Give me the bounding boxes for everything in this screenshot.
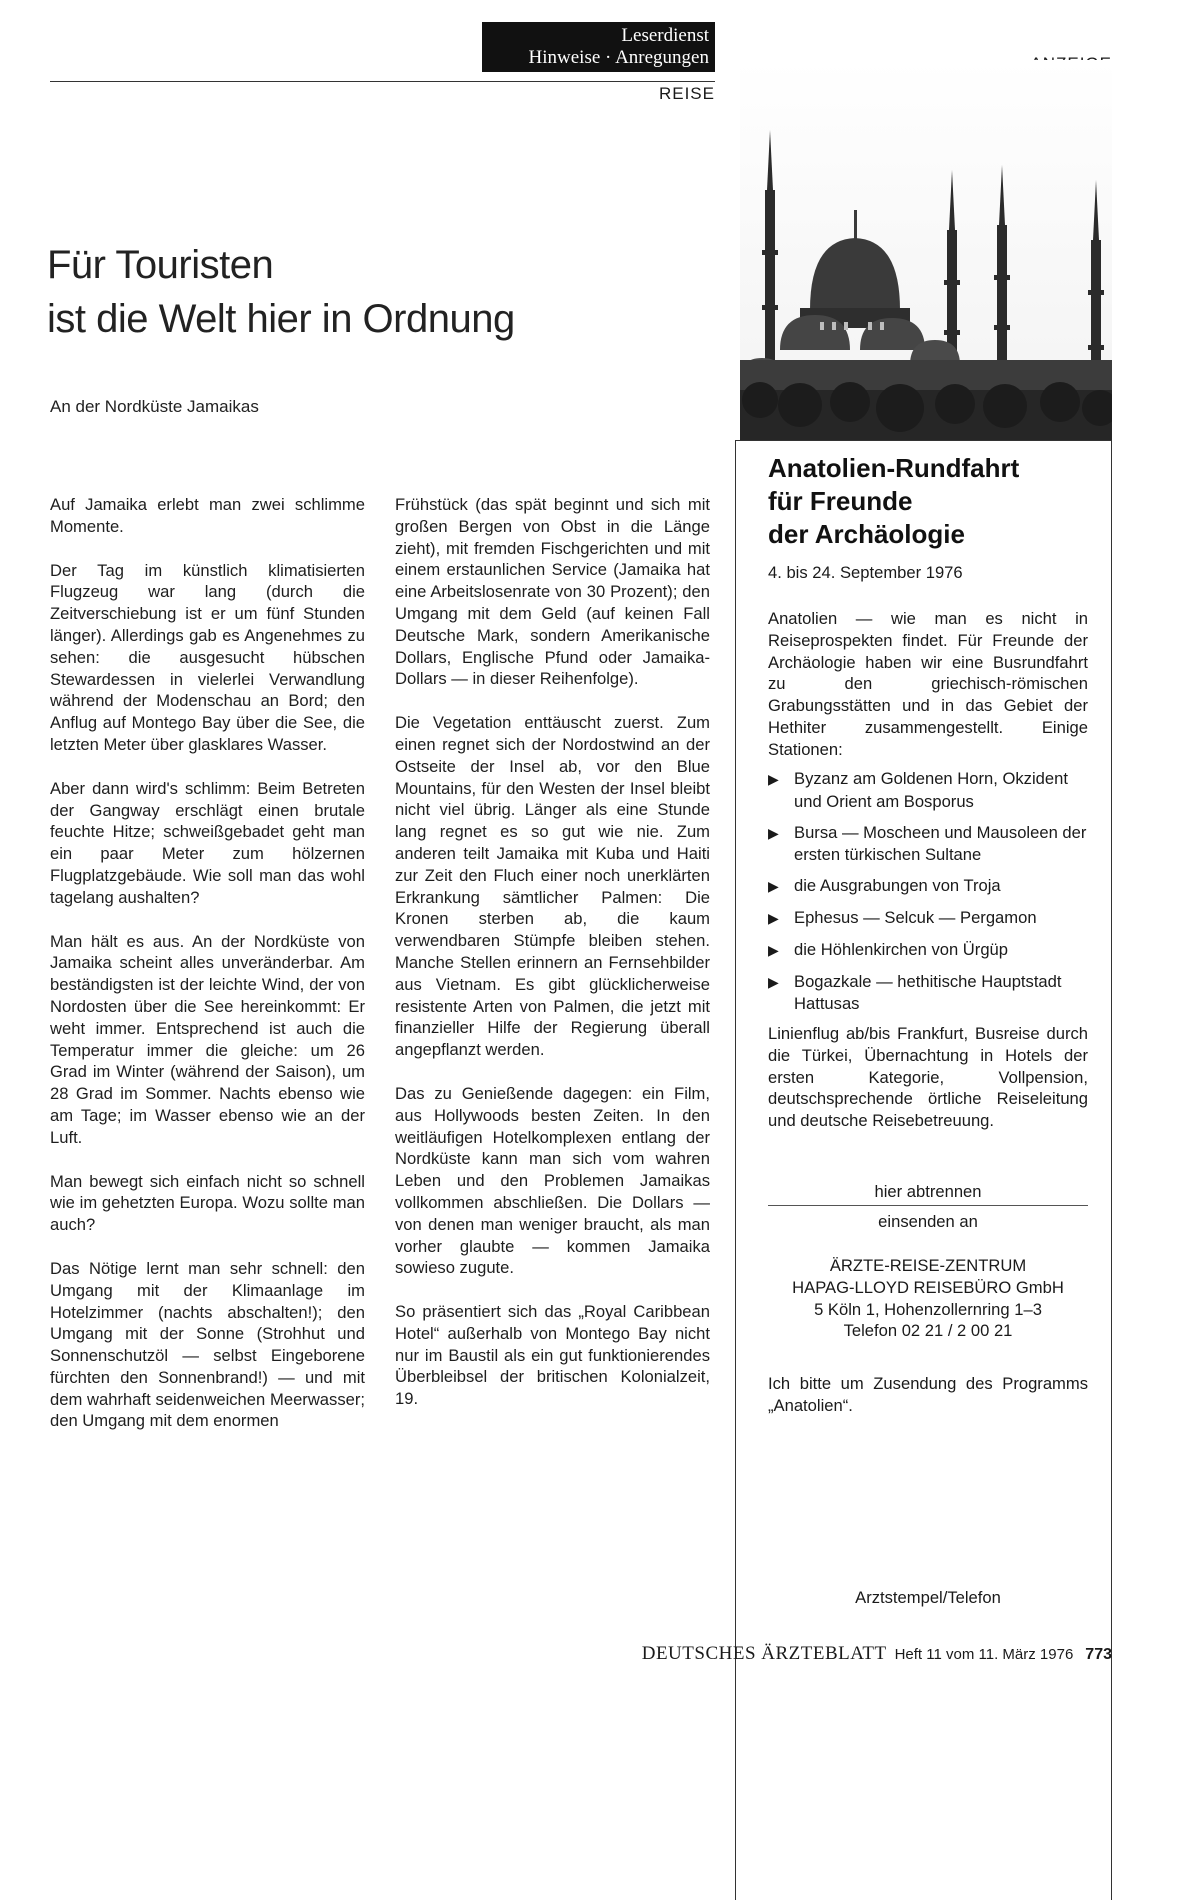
station-item xyxy=(768,768,1093,813)
article-title xyxy=(47,238,687,346)
section-badge-line1: Leserdienst xyxy=(621,25,709,46)
paragraph: Frühstück (das spät beginnt und sich mit großen Bergen von Obst in die Länge zieht), mit fremden Fischgerichten und mit einem erstaunlichen Service (Jamaika hat eine Arbeitslosenrate von 30 Prozent); den Umgang mit dem Geld (auf keinen Fall Deutsche Mark, sondern Amerikanische Dollars, Englische Pfund oder Jamaika-Dollars — in dieser Reihenfolge). xyxy=(395,495,710,689)
station-text: Ephesus — Selcuk — Pergamon xyxy=(794,907,1037,927)
triangle-bullet-icon: ▶ xyxy=(768,909,779,926)
mosque-photo xyxy=(740,60,1112,440)
station-item xyxy=(768,971,1093,1016)
article-title-line2: ist die Welt hier in Ordnung xyxy=(47,297,515,341)
section-badge xyxy=(482,22,715,72)
footer-journal: DEUTSCHES ÄRZTEBLATT xyxy=(641,1643,887,1664)
article-column-1 xyxy=(50,494,365,1454)
paragraph: Man bewegt sich einfach nicht so schnell wie im gehetzten Europa. Wozu sollte man auch? xyxy=(50,1171,365,1235)
address-line: 5 Köln 1, Hohenzollernring 1–3 xyxy=(814,1299,1042,1319)
triangle-bullet-icon: ▶ xyxy=(768,973,779,990)
station-text: Bogazkale — hethitische Hauptstadt Hattusas xyxy=(794,971,1062,1014)
address-line: ÄRZTE-REISE-ZENTRUM xyxy=(829,1256,1027,1275)
ad-headline-line3: der Archäologie xyxy=(768,519,965,549)
request-text: Ich bitte um Zusendung des Programms „Anatolien“. xyxy=(768,1374,1088,1415)
ad-dates: 4. bis 24. September 1976 xyxy=(768,563,963,582)
station-item xyxy=(768,822,1093,867)
paragraph: Das Nötige lernt man sehr schnell: den Umgang mit der Klimaanlage im Hotelzimmer (nachts abschalten!); den Umgang mit der Sonne (Strohhut und Sonnenschutzöl — selbst Eingeborene fürchten den Sonnenbrand!) — und mit dem wahrhaft seidenweichen Meerwasser; den Umgang mit dem enormen xyxy=(50,1258,365,1431)
paragraph: Das zu Genießende dagegen: ein Film, aus Hollywoods besten Zeiten. In den weitläufigen Hotelkomplexen entlang der Nordküste kann man sich vom wahren Leben und den Problemen Jamaikas vollkommen abschließen. Die Dollars — von denen man weniger braucht, als man vorher glaubte — kommen Jamaika sowieso zugute. xyxy=(395,1083,710,1278)
footer xyxy=(490,1643,1112,1665)
header-rule xyxy=(50,81,715,82)
ad-intro: Anatolien — wie man es nicht in Reiseprospekten findet. Für Freunde der Archäologie haben wir eine Busrundfahrt zu den griechisch-römischen Grabungsstätten und in das Gebiet der Hethiter zusammengestellt. Einige Stationen: xyxy=(768,609,1088,759)
triangle-bullet-icon: ▶ xyxy=(768,878,779,895)
paragraph: Der Tag im künstlich klimatisierten Flugzeug war lang (durch die Zeitverschiebung ist er um fünf Stunden länger). Allerdings gab es Angenehmes zu sehen: die ausgesucht hübschen Stewardessen in vielerlei Verwandlung während der Modenschau an Bord; den Anflug auf Montego Bay über die See, die letzten Meter über glasklares Wasser. xyxy=(50,560,365,754)
ad-body: Linienflug ab/bis Frankfurt, Busreise durch die Türkei, Übernachtung in Hotels der ersten Kategorie, Vollpension, deutschsprechende örtliche Reiseleitung und deutsche Reisebetreuung. xyxy=(768,1024,1088,1131)
article-subtitle: An der Nordküste Jamaikas xyxy=(50,397,259,416)
station-text: die Ausgrabungen von Troja xyxy=(794,876,1001,896)
station-item xyxy=(768,875,1093,898)
station-item xyxy=(768,939,1093,962)
triangle-bullet-icon: ▶ xyxy=(768,824,779,841)
cut-label: hier abtrennen xyxy=(874,1182,982,1201)
paragraph: Man hält es aus. An der Nordküste von Jamaika scheint alles unveränderbar. Am beständigsten ist der leichte Wind, der von Nordosten über die See hereinkommt: Er weht immer. Entsprechend ist auch die Temperatur immer die gleiche: um 26 Grad im Winter (während der Saison), um 28 Grad im Sommer. Nachts ebenso wie am Tage; im Wasser ebenso wie an der Luft. xyxy=(50,931,365,1147)
article-column-2 xyxy=(395,494,710,1432)
ad-headline-line1: Anatolien-Rundfahrt xyxy=(768,453,1020,483)
ad-headline-line2: für Freunde xyxy=(768,486,913,516)
footer-issue: Heft 11 vom 11. März 1976 xyxy=(894,1646,1074,1663)
page-number: 773 xyxy=(1085,1646,1112,1663)
paragraph: Aber dann wird's schlimm: Beim Betreten der Gangway erschlägt einen brutale feuchte Hitze; schweißgebadet geht man ein paar Meter zum hölzernen Flugplatzgebäude. Wie soll man das wohl tagelang aushalten? xyxy=(50,778,365,907)
paragraph: So präsentiert sich das „Royal Caribbean Hotel“ außerhalb von Montego Bay nicht nur im Baustil als ein gut funktionierendes Überbleibsel der britischen Kolonialzeit, 19. xyxy=(395,1302,710,1409)
ad-stations-list xyxy=(768,768,1093,1024)
address-block xyxy=(768,1255,1088,1342)
section-badge-line2: Hinweise · Anregungen xyxy=(528,47,709,68)
paragraph: Auf Jamaika erlebt man zwei schlimme Momente. xyxy=(50,495,365,536)
paragraph: Die Vegetation enttäuscht zuerst. Zum einen regnet sich der Nordostwind an der Ostseite der Insel ab, vor den Blue Mountains, für den Westen der Insel bleibt nicht viel übrig. Länger als eine Stunde lang regnet es so gut wie nie. Zum anderen teilt Jamaika mit Kuba und Haiti zur Zeit den Fluch einer noch unerklärten Erkrankung sämtlicher Palmen: Die Kronen sterben ab, die kaum verwendbaren Stümpfe bleiben stehen. Manche Stellen erinnern an Fernsehbilder aus Vietnam. Es gibt glücklicherweise resistente Arten von Palmen, die jetzt mit finanzieller Hilfe der Regierung überall angepflanzt werden. xyxy=(395,713,710,1060)
article-title-line1: Für Touristen xyxy=(47,243,274,287)
station-item xyxy=(768,907,1093,930)
section-name: REISE xyxy=(658,84,715,103)
address-line: Telefon 02 21 / 2 00 21 xyxy=(843,1321,1013,1341)
station-text: Byzanz am Goldenen Horn, Okzident und Orient am Bosporus xyxy=(794,769,1068,811)
station-text: Bursa — Moscheen und Mausoleen der ersten türkischen Sultane xyxy=(794,822,1087,865)
triangle-bullet-icon: ▶ xyxy=(768,941,779,958)
send-label: einsenden an xyxy=(878,1212,978,1231)
station-text: die Höhlenkirchen von Ürgüp xyxy=(794,939,1009,959)
address-line: HAPAG-LLOYD REISEBÜRO GmbH xyxy=(792,1277,1064,1297)
cut-line xyxy=(768,1205,1088,1206)
triangle-bullet-icon: ▶ xyxy=(768,771,779,787)
ad-headline xyxy=(768,452,1098,551)
stamp-label: Arztstempel/Telefon xyxy=(855,1588,1001,1607)
